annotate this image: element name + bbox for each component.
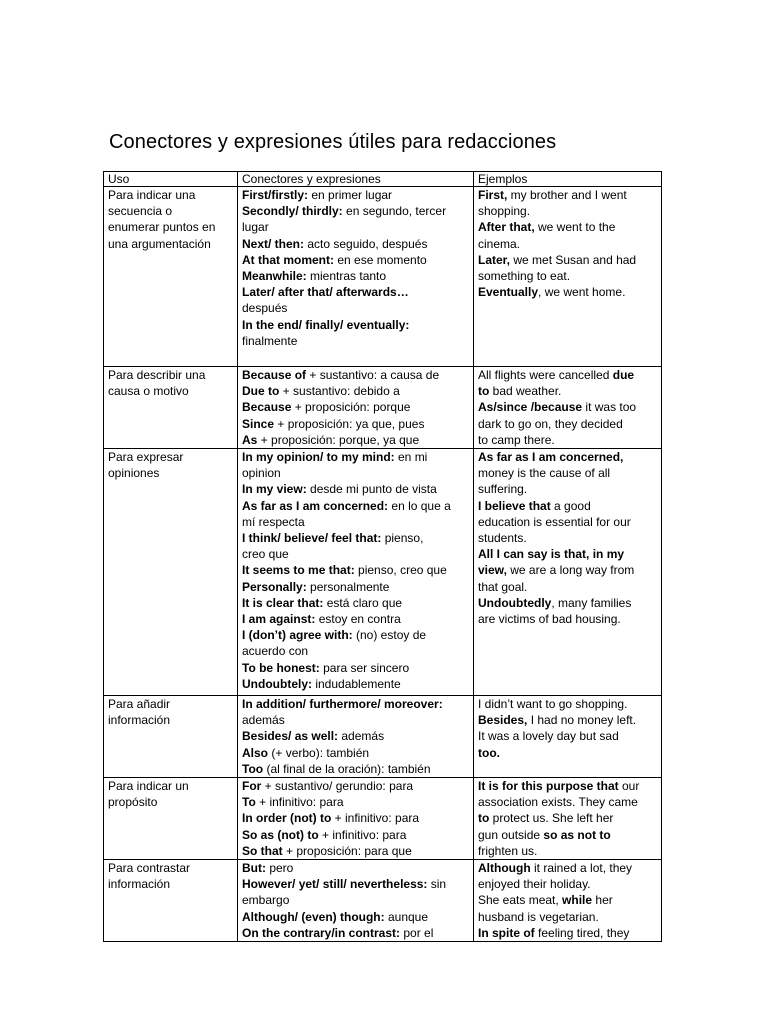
text: association exists. They came: [478, 795, 638, 810]
text: estoy en contra: [315, 612, 401, 627]
cell-line: [242, 236, 469, 252]
cell-line: [242, 449, 469, 465]
bold-text: After that,: [478, 220, 535, 235]
bold-text: Too: [242, 761, 264, 776]
text: mí respecta: [242, 514, 305, 529]
connectors-cell: [238, 449, 474, 696]
text: something to eat.: [478, 269, 571, 284]
cell-line: [242, 252, 469, 268]
cell-line: [478, 203, 657, 219]
text: en mi: [394, 450, 428, 465]
text: husband is vegetarian.: [478, 909, 599, 924]
cell-line: [478, 514, 657, 530]
text: embargo: [242, 893, 290, 908]
cell-line: [478, 498, 657, 514]
text: I had no money left.: [527, 713, 637, 728]
cell-line: [478, 860, 657, 876]
text: + proposición: porque: [291, 400, 411, 415]
connectors-cell: [238, 367, 474, 449]
text: además: [338, 729, 385, 744]
header-examples: Ejemplos: [474, 172, 662, 187]
examples-cell: [474, 860, 662, 942]
text: en ese momento: [334, 252, 427, 267]
cell-line: [242, 514, 469, 530]
cell-line: [478, 562, 657, 578]
text: that goal.: [478, 579, 528, 594]
text: are victims of bad housing.: [478, 612, 621, 627]
cell-line: [242, 761, 469, 777]
cell-line: Para añadir: [108, 697, 171, 712]
text: bad weather.: [489, 384, 562, 399]
bold-text: Meanwhile:: [242, 269, 307, 284]
text: protect us. She left her: [489, 811, 614, 826]
text: suffering.: [478, 482, 528, 497]
cell-line: [478, 465, 657, 481]
bold-text: So as (not) to: [242, 827, 319, 842]
bold-text: In my view:: [242, 482, 307, 497]
bold-text: However/ yet/ still/ nevertheless:: [242, 877, 428, 892]
cell-line: Para describir una: [108, 368, 206, 382]
cell-line: Para contrastar: [108, 861, 191, 876]
cell-line: [478, 481, 657, 497]
bold-text: As far as I am concerned:: [242, 498, 389, 513]
cell-line: [478, 187, 657, 203]
cell-line: [478, 728, 657, 744]
text: por el: [400, 925, 434, 940]
text: All flights were cancelled: [478, 368, 613, 382]
bold-text: Also: [242, 745, 269, 760]
text: It was a lovely day but sad: [478, 729, 619, 744]
cell-line: [242, 627, 469, 643]
table-row: [104, 860, 662, 942]
cell-line: [242, 300, 469, 316]
cell-line: [242, 860, 469, 876]
text: aunque: [384, 909, 429, 924]
text: después: [242, 301, 288, 316]
cell-line: causa o motivo: [108, 384, 189, 399]
cell-line: [478, 876, 657, 892]
bold-text: Although: [478, 861, 531, 876]
cell-line: enumerar puntos en: [108, 220, 216, 235]
bold-text: It is clear that:: [242, 595, 324, 610]
cell-line: [478, 530, 657, 546]
bold-text: First,: [478, 188, 508, 202]
cell-line: [242, 611, 469, 627]
bold-text: In the end/ finally/ eventually:: [242, 317, 410, 332]
bold-text: Because of: [242, 368, 307, 382]
examples-cell: [474, 449, 662, 696]
text: it rained a lot, they: [530, 861, 633, 876]
cell-line: [242, 399, 469, 415]
cell-line: [478, 778, 657, 794]
text: para ser sincero: [319, 660, 410, 675]
cell-line: [242, 676, 469, 692]
text: lugar: [242, 220, 269, 235]
bold-text: In order (not) to: [242, 811, 332, 826]
cell-line: información: [108, 877, 171, 892]
connectors-table: [103, 171, 662, 942]
text: mientras tanto: [306, 269, 387, 284]
text: we are a long way from: [506, 563, 635, 578]
cell-line: [242, 810, 469, 826]
bold-text: while: [562, 893, 593, 908]
bold-text: All I can say is that, in my: [478, 547, 625, 562]
text: en lo que a: [388, 498, 451, 513]
bold-text: On the contrary/in contrast:: [242, 925, 401, 940]
bold-text: For: [242, 779, 262, 794]
bold-text: Besides/ as well:: [242, 729, 339, 744]
cell-line: [478, 745, 657, 761]
text: además: [242, 713, 285, 728]
text: a good: [550, 498, 591, 513]
bold-text: Eventually: [478, 285, 539, 300]
text: opinion: [242, 466, 281, 481]
text: enjoyed their holiday.: [478, 877, 591, 892]
text: + sustantivo: debido a: [279, 384, 400, 399]
text: gun outside: [478, 827, 544, 842]
cell-line: [242, 367, 469, 383]
text: , many families: [551, 595, 632, 610]
table-body: [104, 172, 662, 942]
text: She eats meat,: [478, 893, 563, 908]
bold-text: In addition/ furthermore/ moreover:: [242, 697, 443, 712]
document-title: Conectores y expresiones útiles para redacciones: [109, 131, 557, 153]
table-row: [104, 187, 662, 367]
examples-cell: [474, 367, 662, 449]
text: we met Susan and had: [510, 252, 637, 267]
text: en segundo, tercer: [342, 204, 447, 219]
bold-text: Due to: [242, 384, 280, 399]
text: frighten us.: [478, 843, 538, 858]
cell-line: [478, 794, 657, 810]
text: + proposición: ya que, pues: [274, 416, 425, 431]
use-cell: [104, 696, 238, 778]
bold-text: To be honest:: [242, 660, 320, 675]
cell-line: [478, 367, 657, 383]
bold-text: to: [478, 384, 490, 399]
text: (+ verbo): también: [268, 745, 370, 760]
text: we went to the: [534, 220, 616, 235]
cell-line: [242, 284, 469, 300]
cell-line: propósito: [108, 795, 158, 810]
cell-line: [478, 236, 657, 252]
cell-line: [242, 432, 469, 448]
text: students.: [478, 531, 527, 546]
bold-text: too.: [478, 745, 500, 760]
cell-line: [242, 728, 469, 744]
cell-line: [478, 449, 657, 465]
cell-line: [242, 530, 469, 546]
use-cell: [104, 187, 238, 367]
text: creo que: [242, 547, 289, 562]
cell-line: [478, 546, 657, 562]
bold-text: At that moment:: [242, 252, 334, 267]
text: it was too: [582, 400, 637, 415]
text: + sustantivo/ gerundio: para: [261, 779, 414, 794]
cell-line: [242, 643, 469, 659]
text: shopping.: [478, 204, 531, 219]
examples-cell: [474, 778, 662, 860]
cell-line: [242, 562, 469, 578]
bold-text: In spite of: [478, 925, 535, 940]
bold-text: due: [612, 368, 635, 382]
cell-line: [242, 778, 469, 794]
use-cell: [104, 367, 238, 449]
text: está claro que: [323, 595, 403, 610]
text: sin: [427, 877, 447, 892]
cell-line: [478, 284, 657, 300]
text: desde mi punto de vista: [306, 482, 437, 497]
cell-line: [242, 794, 469, 810]
cell-line: [478, 810, 657, 826]
text: pienso,: [381, 531, 424, 546]
cell-line: [242, 203, 469, 219]
cell-line: [478, 219, 657, 235]
cell-line: [478, 892, 657, 908]
bold-text: view,: [478, 563, 507, 578]
cell-line: [242, 827, 469, 843]
cell-line: [242, 876, 469, 892]
cell-line: [242, 696, 469, 712]
cell-line: [478, 909, 657, 925]
cell-line: [478, 268, 657, 284]
text: acuerdo con: [242, 644, 309, 659]
text: + sustantivo: a causa de: [306, 368, 440, 382]
bold-text: to: [478, 811, 490, 826]
bold-text: I am against:: [242, 612, 316, 627]
cell-line: opiniones: [108, 466, 160, 481]
use-cell: [104, 860, 238, 942]
bold-text: In my opinion/ to my mind:: [242, 450, 395, 465]
cell-line: Para indicar una: [108, 188, 196, 202]
text: pero: [266, 861, 294, 876]
text: + infinitivo: para: [255, 795, 344, 810]
bold-text: Since: [242, 416, 275, 431]
bold-text: It is for this purpose that: [478, 779, 619, 794]
bold-text: First/firstly:: [242, 188, 309, 202]
bold-text: Later/ after that/ afterwards…: [242, 285, 409, 300]
header-use: Uso: [104, 172, 238, 187]
text: indudablemente: [312, 676, 401, 691]
bold-text: As: [242, 432, 258, 447]
cell-line: [242, 660, 469, 676]
cell-line: [478, 611, 657, 627]
cell-line: [242, 498, 469, 514]
table-header-row: [104, 172, 662, 187]
cell-line: [242, 317, 469, 333]
text: feeling tired, they: [534, 925, 630, 940]
bold-text: Later,: [478, 252, 511, 267]
cell-line: [478, 383, 657, 399]
cell-line: Para expresar: [108, 450, 184, 465]
cell-line: [242, 925, 469, 941]
text: money is the cause of all: [478, 466, 611, 481]
cell-line: [478, 696, 657, 712]
text: our: [618, 779, 640, 794]
cell-line: [478, 843, 657, 859]
cell-line: [242, 416, 469, 432]
text: en primer lugar: [308, 188, 393, 202]
text: dark to go on, they decided: [478, 416, 623, 431]
bold-text: Undoubtely:: [242, 676, 312, 691]
cell-line: [478, 579, 657, 595]
text: education is essential for our: [478, 514, 631, 529]
text: to camp there.: [478, 432, 555, 447]
text: finalmente: [242, 333, 298, 348]
cell-line: información: [108, 713, 171, 728]
text: + infinitivo: para: [318, 827, 407, 842]
bold-text: So that: [242, 843, 283, 858]
cell-line: [478, 595, 657, 611]
header-connectors: Conectores y expresiones: [238, 172, 474, 187]
cell-line: [478, 252, 657, 268]
cell-line: [242, 333, 469, 349]
text: her: [592, 893, 613, 908]
bold-text: As/since /because: [478, 400, 583, 415]
connectors-cell: [238, 860, 474, 942]
bold-text: Besides,: [478, 713, 528, 728]
cell-line: [478, 712, 657, 728]
examples-cell: [474, 696, 662, 778]
cell-line: [242, 843, 469, 859]
text: , we went home.: [538, 285, 626, 300]
connectors-cell: [238, 187, 474, 367]
table-row: [104, 696, 662, 778]
cell-line: [242, 579, 469, 595]
bold-text: To: [242, 795, 256, 810]
bold-text: Personally:: [242, 579, 307, 594]
bold-text: Secondly/ thirdly:: [242, 204, 343, 219]
bold-text: so as not to: [543, 827, 611, 842]
cell-line: Para indicar un: [108, 779, 189, 794]
cell-line: una argumentación: [108, 236, 211, 251]
bold-text: I think/ believe/ feel that:: [242, 531, 382, 546]
text: cinema.: [478, 236, 521, 251]
text: + infinitivo: para: [331, 811, 420, 826]
text: + proposición: porque, ya que: [257, 432, 420, 447]
bold-text: Although/ (even) though:: [242, 909, 385, 924]
table-row: [104, 367, 662, 449]
text: + proposición: para que: [282, 843, 412, 858]
cell-line: [478, 925, 657, 941]
cell-line: [242, 909, 469, 925]
cell-line: [242, 892, 469, 908]
cell-line: [242, 712, 469, 728]
cell-line: [478, 827, 657, 843]
text: (no) estoy de: [352, 628, 427, 643]
text: my brother and I went: [507, 188, 627, 202]
use-cell: [104, 449, 238, 696]
cell-line: [242, 268, 469, 284]
cell-line: [478, 416, 657, 432]
bold-text: Because: [242, 400, 292, 415]
cell-line: [242, 219, 469, 235]
cell-line: [242, 465, 469, 481]
connectors-cell: [238, 778, 474, 860]
cell-line: [242, 383, 469, 399]
text: personalmente: [306, 579, 390, 594]
connectors-cell: [238, 696, 474, 778]
bold-text: But:: [242, 861, 266, 876]
cell-line: [242, 745, 469, 761]
examples-cell: [474, 187, 662, 367]
text: I didn’t want to go shopping.: [478, 697, 628, 712]
cell-line: [242, 481, 469, 497]
cell-line: secuencia o: [108, 204, 173, 219]
table-row: [104, 449, 662, 696]
cell-line: [242, 187, 469, 203]
text: pienso, creo que: [354, 563, 447, 578]
bold-text: I believe that: [478, 498, 551, 513]
cell-line: [478, 432, 657, 448]
bold-text: As far as I am concerned,: [478, 450, 624, 465]
text: acto seguido, después: [304, 236, 428, 251]
bold-text: I (don’t) agree with:: [242, 628, 353, 643]
text: (al final de la oración): también: [263, 761, 431, 776]
bold-text: Next/ then:: [242, 236, 305, 251]
bold-text: It seems to me that:: [242, 563, 355, 578]
cell-line: [242, 546, 469, 562]
cell-line: [242, 595, 469, 611]
bold-text: Undoubtedly: [478, 595, 552, 610]
use-cell: [104, 778, 238, 860]
table-row: [104, 778, 662, 860]
cell-line: [478, 399, 657, 415]
